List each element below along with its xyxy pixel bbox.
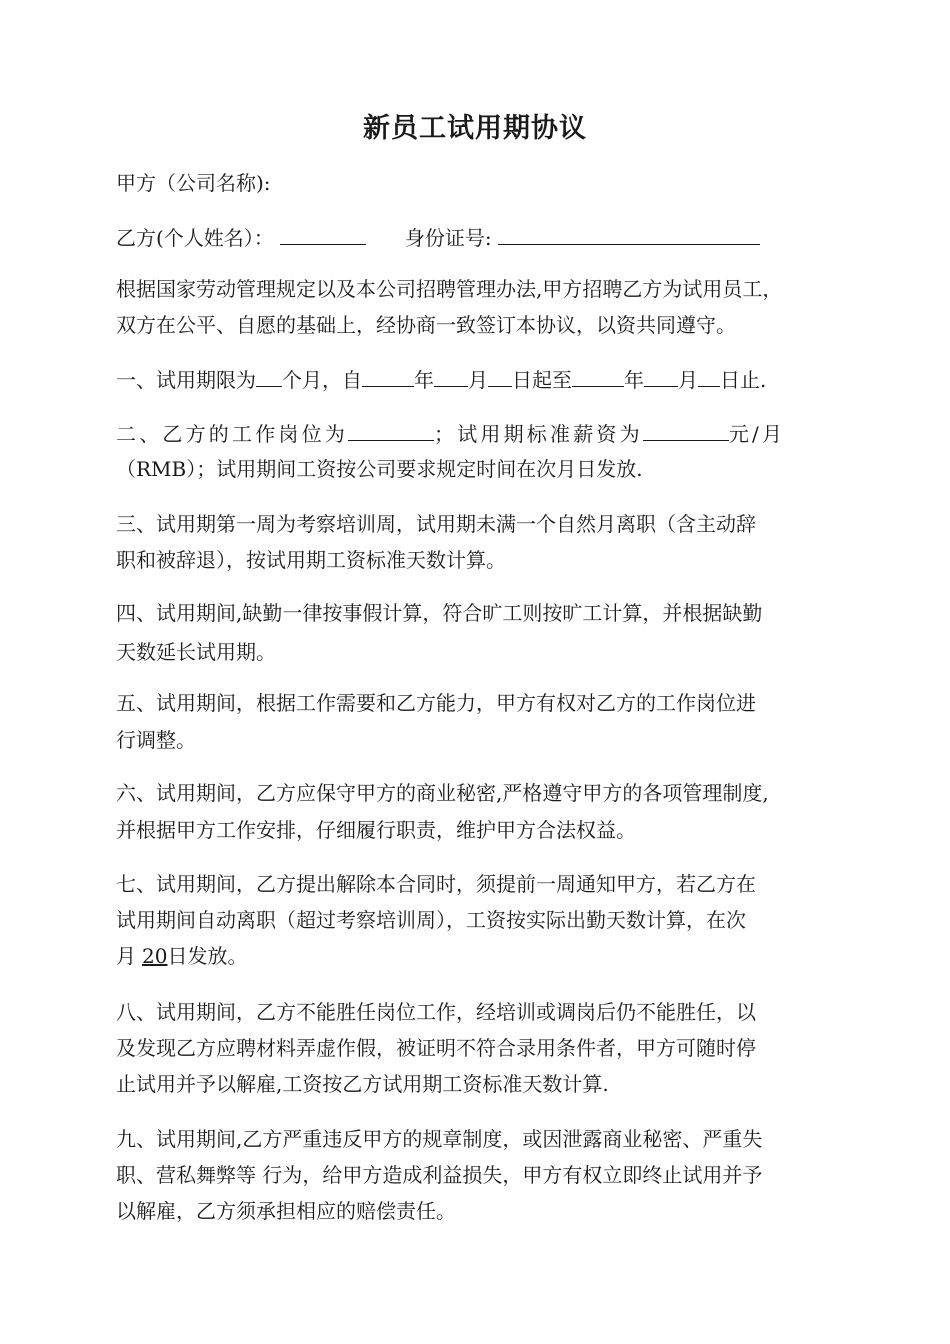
clause-2-text: 二、乙方的工作岗位为 — [116, 422, 348, 446]
clause-1 — [116, 367, 766, 392]
clause-9-line-2: 职、营私舞弊等 行为，给甲方造成利益损失，甲方有权立即终止试用并予 — [116, 1163, 763, 1187]
clause-2-text: ；试用期标准薪资为 — [434, 422, 643, 446]
party-b-line — [116, 225, 760, 250]
position-blank[interactable] — [348, 421, 434, 441]
start-month-blank[interactable] — [434, 367, 468, 387]
clause-7-line-3 — [116, 944, 247, 968]
clause-7-line-2: 试用期间自动离职（超过考察培训周），工资按实际出勤天数计算，在次 — [116, 908, 746, 932]
intro-line-1: 根据国家劳动管理规定以及本公司招聘管理办法,甲方招聘乙方为试用员工， — [116, 277, 783, 301]
clause-1-text: 日起至 — [512, 368, 572, 392]
clause-9-line-1: 九、试用期间,乙方严重违反甲方的规章制度，或因泄露商业秘密、严重失 — [116, 1127, 763, 1151]
party-b-label: 乙方(个人姓名）： — [116, 226, 274, 250]
pay-day-value: 20 — [142, 944, 168, 968]
clause-1-text: 月 — [468, 368, 488, 392]
clause-6-line-2: 并根据甲方工作安排，仔细履行职责，维护甲方合法权益。 — [116, 818, 636, 842]
clause-7-text: 日发放。 — [167, 944, 248, 968]
clause-2-text: 元/月 — [728, 422, 786, 446]
clause-8-line-2: 及发现乙方应聘材料弄虚作假，被证明不符合录用条件者，甲方可随时停 — [116, 1036, 756, 1060]
document-title: 新员工试用期协议 — [363, 113, 587, 144]
clause-8-line-3: 止试用并予以解雇,工资按乙方试用期工资标准天数计算. — [116, 1072, 609, 1096]
clause-2-line-2: （RMB）；试用期间工资按公司要求规定时间在次月日发放. — [116, 457, 643, 481]
party-a-line — [116, 171, 271, 195]
clause-1-text: 年 — [414, 368, 434, 392]
party-b-name-blank[interactable] — [280, 225, 366, 245]
clause-5-line-1: 五、试用期间，根据工作需要和乙方能力，甲方有权对乙方的工作岗位进 — [116, 691, 756, 715]
clause-6-line-1: 六、试用期间，乙方应保守甲方的商业秘密,严格遵守甲方的各项管理制度, — [116, 781, 769, 805]
clause-9-line-3: 以解雇，乙方须承担相应的赔偿责任。 — [116, 1199, 456, 1223]
end-month-blank[interactable] — [644, 367, 678, 387]
clause-3-line-1: 三、试用期第一周为考察培训周，试用期未满一个自然月离职（含主动辞 — [116, 512, 756, 536]
end-day-blank[interactable] — [698, 367, 720, 387]
clause-1-text: 日止. — [720, 368, 767, 392]
clause-4-line-2: 天数延长试用期。 — [116, 640, 276, 664]
clause-5-line-2: 行调整。 — [116, 728, 196, 752]
clause-1-text: 一、试用期限为 — [116, 368, 256, 392]
start-day-blank[interactable] — [488, 367, 512, 387]
clause-8-line-1: 八、试用期间，乙方不能胜任岗位工作，经培训或调岗后仍不能胜任，以 — [116, 1000, 756, 1024]
clause-1-text: 年 — [624, 368, 644, 392]
start-year-blank[interactable] — [362, 367, 414, 387]
clause-7-text: 月 — [116, 944, 136, 968]
clause-7-line-1: 七、试用期间，乙方提出解除本合同时，须提前一周通知甲方，若乙方在 — [116, 872, 756, 896]
months-blank[interactable] — [256, 367, 282, 387]
clause-4-line-1: 四、试用期间,缺勤一律按事假计算，符合旷工则按旷工计算，并根据缺勤 — [116, 601, 763, 625]
clause-1-text: 月 — [678, 368, 698, 392]
id-number-blank[interactable] — [498, 225, 760, 245]
party-a-label: 甲方（公司名称): — [116, 171, 271, 195]
clause-1-text: 个月，自 — [282, 368, 362, 392]
id-number-label: 身份证号: — [404, 226, 492, 250]
clause-2-line-1 — [116, 421, 785, 446]
salary-blank[interactable] — [643, 421, 729, 441]
intro-line-2: 双方在公平、自愿的基础上，经协商一致签订本协议，以资共同遵守。 — [116, 313, 736, 337]
clause-3-line-2: 职和被辞退），按试用期工资标准天数计算。 — [116, 548, 506, 572]
end-year-blank[interactable] — [572, 367, 624, 387]
